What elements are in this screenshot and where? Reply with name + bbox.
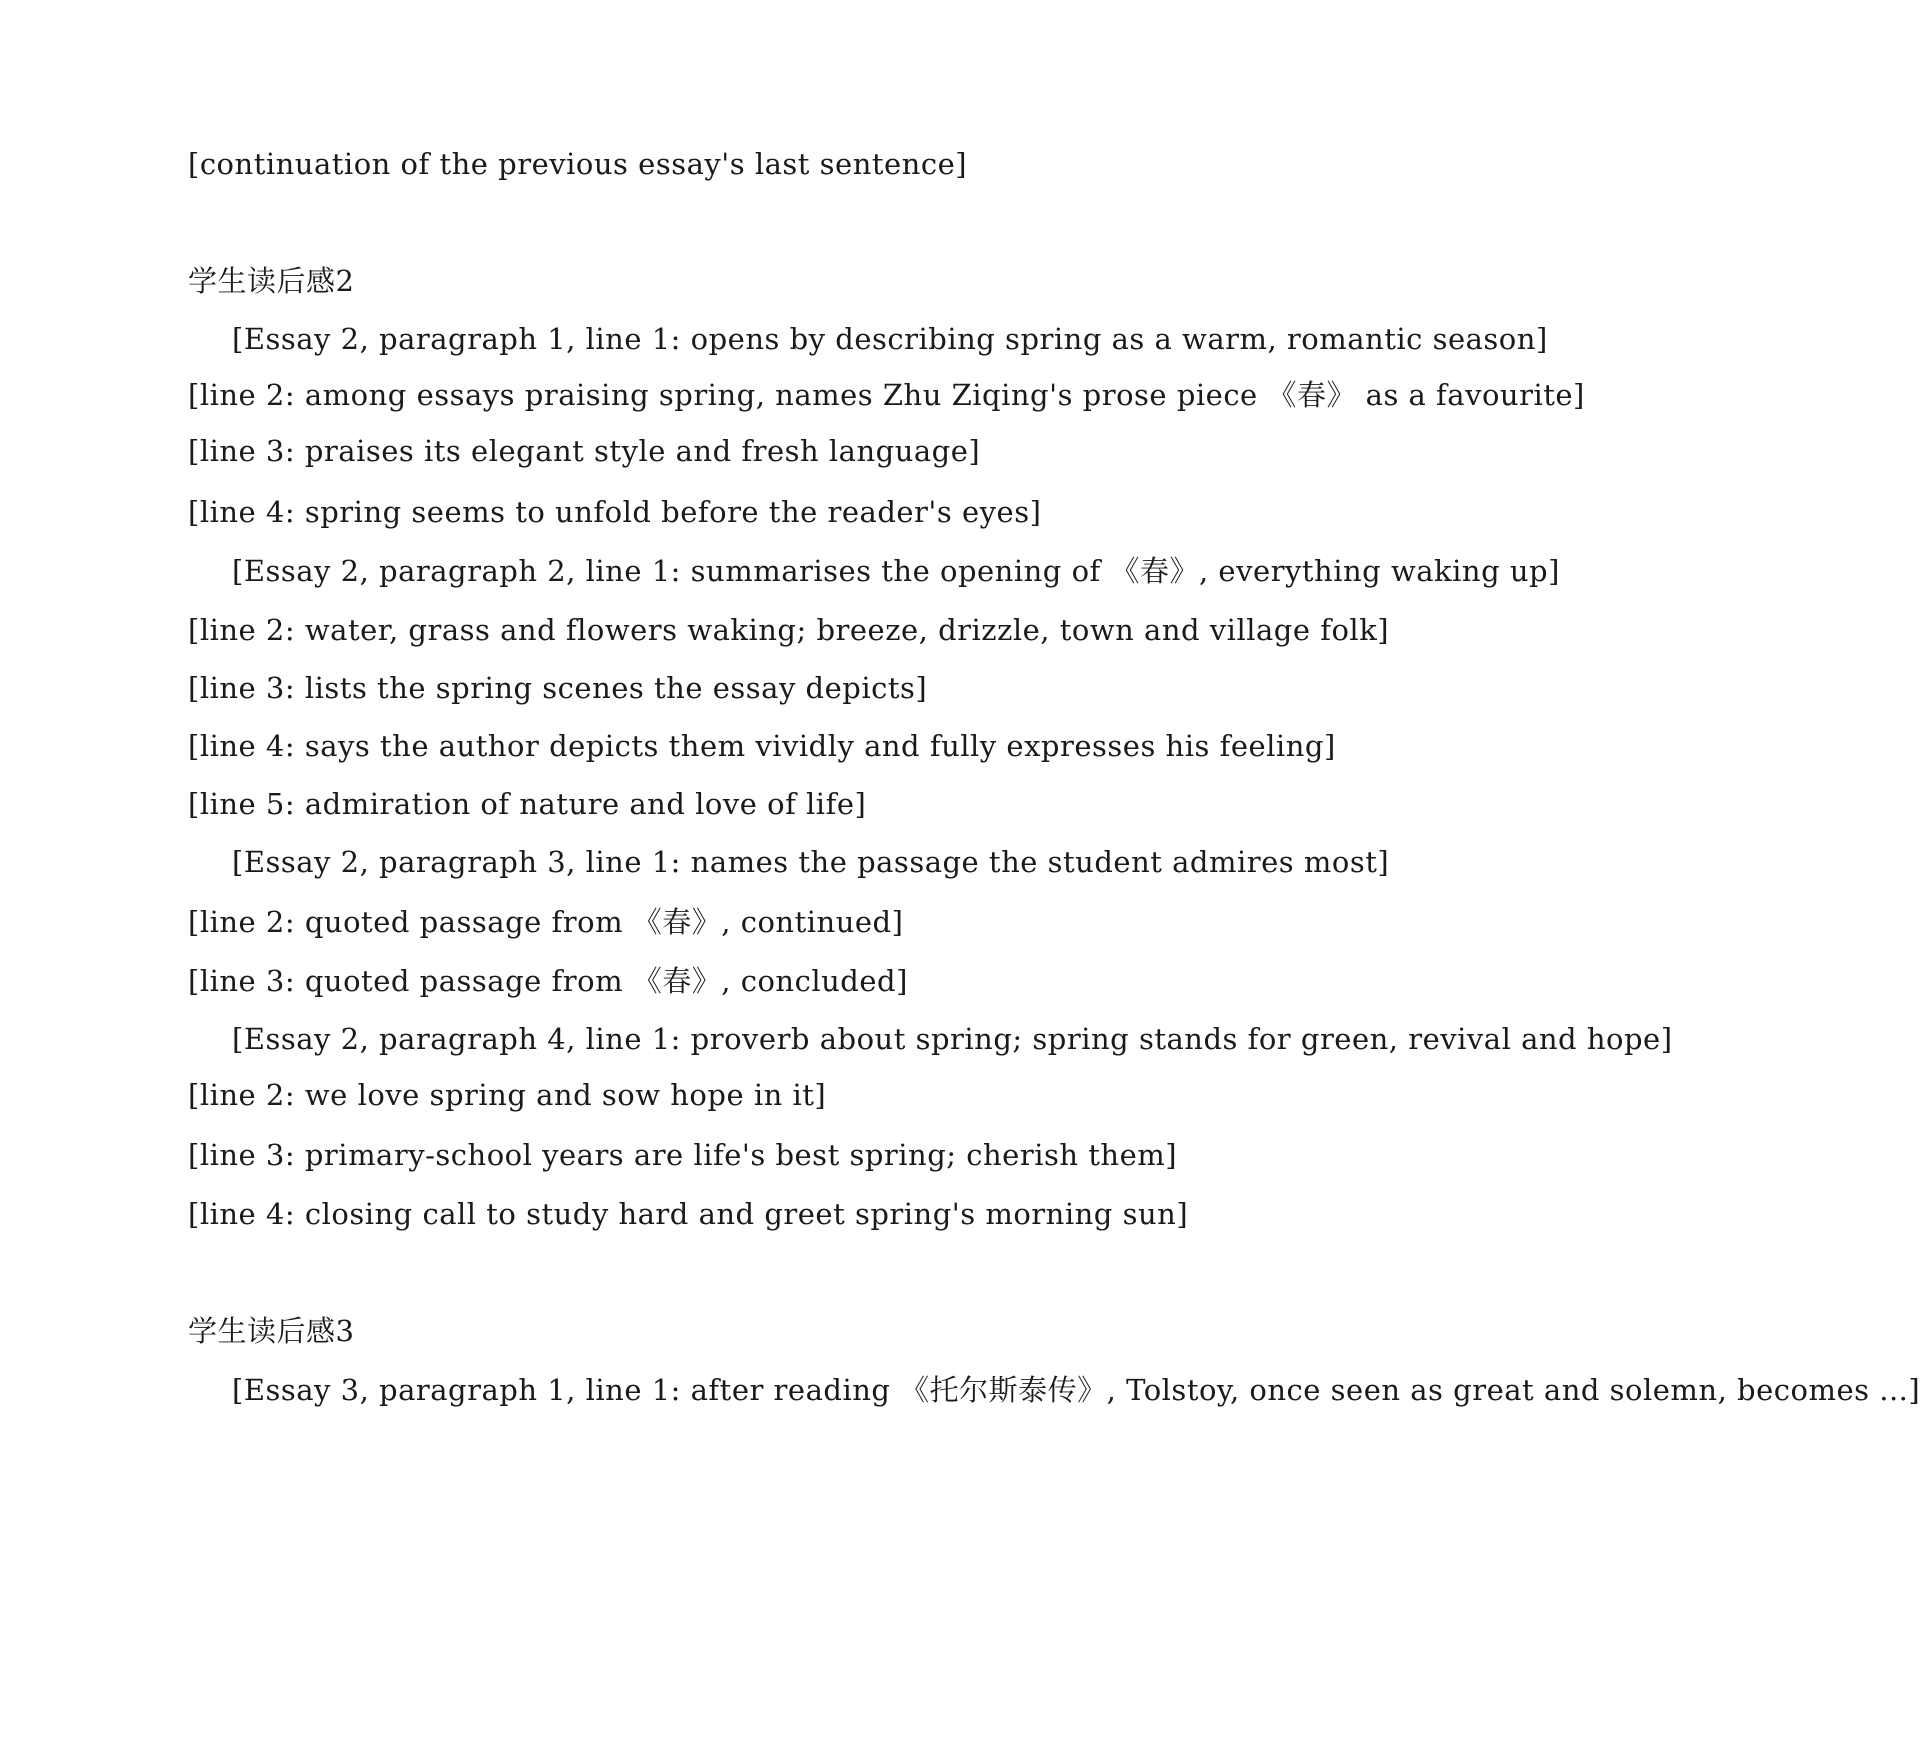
essay-2-paragraph-3-line: [line 3: quoted passage from 《春》, concluded]: [188, 964, 908, 998]
essay-2-paragraph-2-line: [line 4: says the author depicts them vividly and fully expresses his feeling]: [188, 729, 1336, 763]
essay-2-paragraph-3-line: [Essay 2, paragraph 3, line 1: names the passage the student admires most]: [232, 845, 1390, 879]
essay-2-paragraph-2-line: [line 5: admiration of nature and love of life]: [188, 787, 867, 821]
essay-2-paragraph-1-line: [line 2: among essays praising spring, names Zhu Ziqing's prose piece 《春》 as a favourite]: [188, 378, 1585, 412]
essay-2-paragraph-2-line: [Essay 2, paragraph 2, line 1: summarises the opening of 《春》, everything waking up]: [232, 554, 1560, 588]
essay-2-paragraph-1-line: [Essay 2, paragraph 1, line 1: opens by describing spring as a warm, romantic season]: [232, 322, 1548, 356]
essay-2-paragraph-2-line: [line 3: lists the spring scenes the essay depicts]: [188, 671, 928, 705]
essay-2-paragraph-3-line: [line 2: quoted passage from 《春》, continued]: [188, 905, 904, 939]
essay-3-paragraph-1-line: [Essay 3, paragraph 1, line 1: after reading 《托尔斯泰传》, Tolstoy, once seen as great and solemn, becomes ...]: [232, 1373, 1920, 1407]
paragraph-fragment-line: [continuation of the previous essay's last sentence]: [188, 147, 968, 181]
essay-2-heading: 学生读后感2: [188, 264, 355, 298]
essay-2-paragraph-1-line: [line 4: spring seems to unfold before the reader's eyes]: [188, 495, 1042, 529]
essay-2-paragraph-2-line: [line 2: water, grass and flowers waking; breeze, drizzle, town and village folk]: [188, 613, 1390, 647]
essay-3-heading: 学生读后感3: [188, 1314, 355, 1348]
essay-2-paragraph-4-line: [line 2: we love spring and sow hope in it]: [188, 1078, 827, 1112]
essay-2-paragraph-4-line: [line 4: closing call to study hard and greet spring's morning sun]: [188, 1197, 1189, 1231]
essay-2-paragraph-1-line: [line 3: praises its elegant style and fresh language]: [188, 434, 981, 468]
essay-2-paragraph-4-line: [line 3: primary-school years are life's best spring; cherish them]: [188, 1138, 1178, 1172]
essay-2-paragraph-4-line: [Essay 2, paragraph 4, line 1: proverb about spring; spring stands for green, revival and hope]: [232, 1022, 1673, 1056]
